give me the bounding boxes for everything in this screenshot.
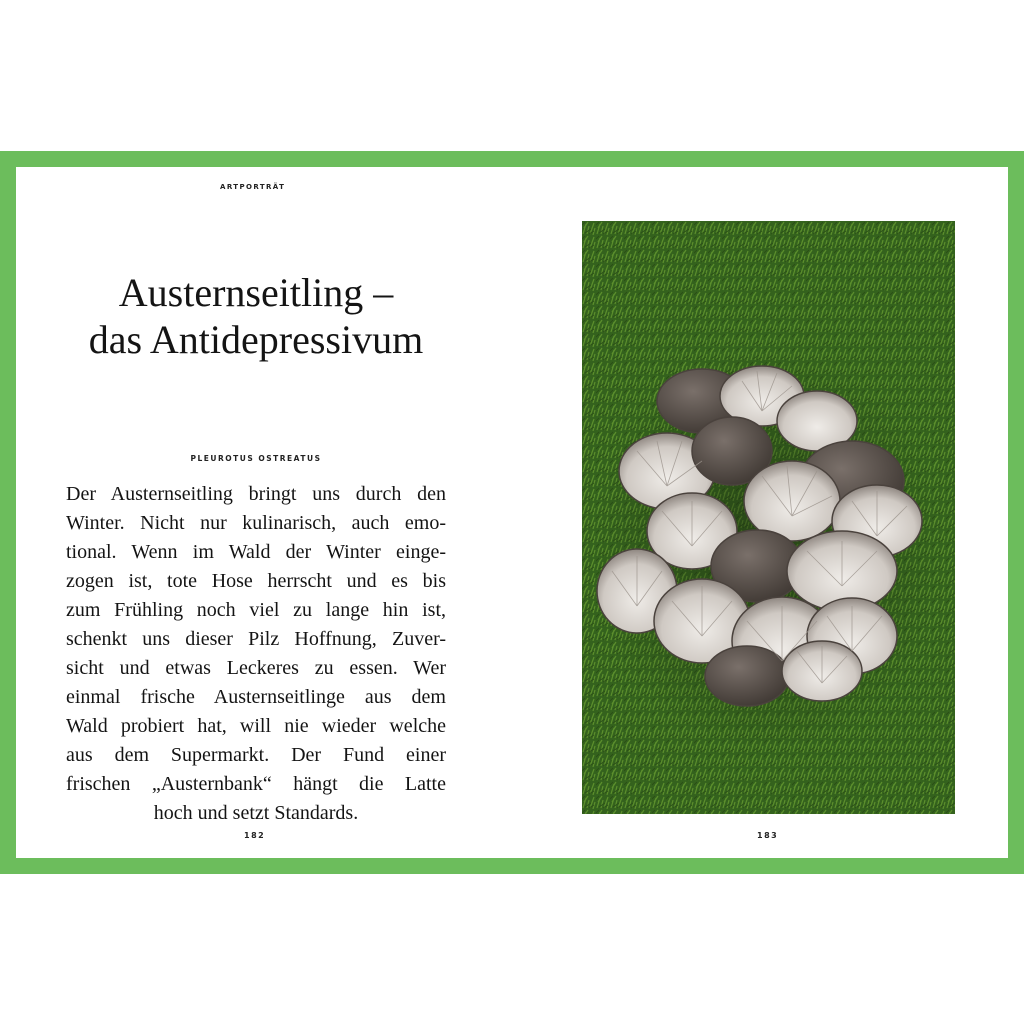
body-line: Winter. Nicht nur kulinarisch, auch emo-	[66, 512, 446, 534]
body-line: tional. Wenn im Wald der Winter einge-	[66, 541, 446, 563]
chapter-title	[16, 269, 496, 363]
body-line: Wald probiert hat, will nie wieder welche	[66, 715, 446, 737]
chapter-title-line-2: das Antidepressivum	[88, 317, 424, 362]
left-page	[16, 167, 516, 858]
species-name: PLEUROTUS OSTREATUS	[190, 454, 322, 463]
page-number-right: 183	[757, 831, 779, 840]
body-line: Der Austernseitling bringt uns durch den	[66, 483, 446, 505]
body-line: schenkt uns dieser Pilz Hoffnung, Zuver-	[66, 628, 446, 650]
body-line: hoch und setzt Standards.	[153, 802, 359, 824]
book-spread	[16, 167, 1008, 858]
mushroom-photo	[582, 221, 955, 814]
running-head: ARTPORTRÄT	[220, 183, 286, 191]
oyster-mushroom-illustration	[582, 221, 955, 814]
right-page	[516, 167, 1008, 858]
body-line: einmal frische Austernseitlinge aus dem	[66, 686, 446, 708]
body-line: aus dem Supermarkt. Der Fund einer	[66, 744, 446, 766]
body-text	[66, 480, 446, 828]
page-number-left: 182	[244, 831, 266, 840]
body-line: zum Frühling noch viel zu lange hin ist,	[66, 599, 446, 621]
body-line: sicht und etwas Leckeres zu essen. Wer	[66, 657, 446, 679]
body-line: zogen ist, tote Hose herrscht und es bis	[66, 570, 446, 592]
body-line: frischen „Austernbank“ hängt die Latte	[66, 773, 446, 795]
book-spread-frame	[0, 151, 1024, 874]
chapter-title-line-1: Austernseitling –	[118, 270, 394, 315]
